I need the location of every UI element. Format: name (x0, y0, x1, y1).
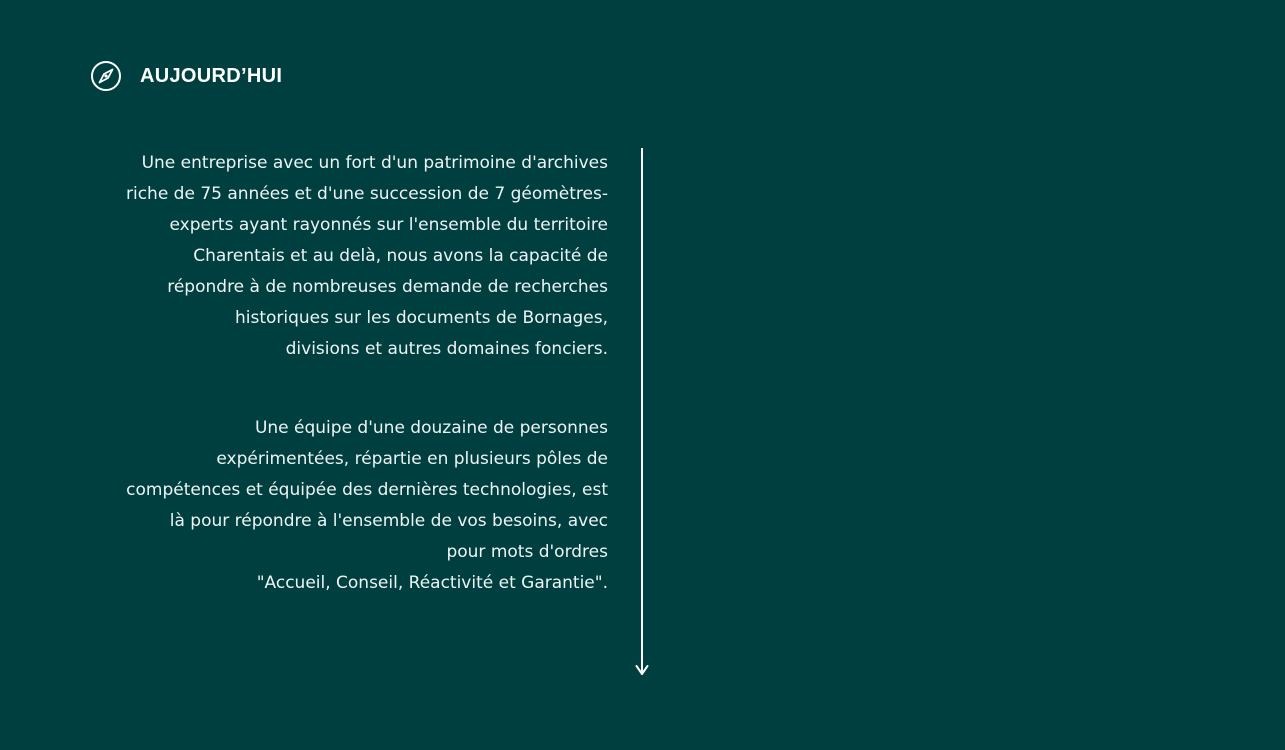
paragraph-line: experts ayant rayonnés sur l'ensemble du territoire (169, 215, 608, 235)
compass-icon (90, 60, 122, 92)
paragraph-line: "Accueil, Conseil, Réactivité et Garantie". (256, 573, 608, 593)
history-text (60, 148, 608, 599)
section-title: AUJOURD’HUI (140, 64, 283, 87)
paragraph-line: expérimentées, répartie en plusieurs pôles de (216, 449, 608, 469)
section-header (90, 60, 282, 92)
paragraph-line: riche de 75 années et d'une succession de 7 géomètres- (125, 184, 608, 204)
timeline-line (633, 148, 651, 676)
paragraph-line: Une équipe d'une douzaine de personnes (254, 418, 608, 438)
paragraph-team (60, 413, 608, 599)
paragraph-line: divisions et autres domaines fonciers. (285, 339, 608, 359)
arrow-down-icon (633, 148, 651, 676)
paragraph-line: répondre à de nombreuses demande de recherches (167, 277, 608, 297)
paragraph-line: là pour répondre à l'ensemble de vos besoins, avec (169, 511, 608, 531)
paragraph-line: pour mots d'ordres (446, 542, 608, 562)
paragraph-line: compétences et équipée des dernières technologies, est (126, 480, 608, 500)
paragraph-line: Une entreprise avec un fort d'un patrimoine d'archives (141, 153, 608, 173)
paragraph-line: Charentais et au delà, nous avons la capacité de (193, 246, 608, 266)
paragraph-line: historiques sur les documents de Bornages, (234, 308, 608, 328)
paragraph-heritage (60, 148, 608, 365)
